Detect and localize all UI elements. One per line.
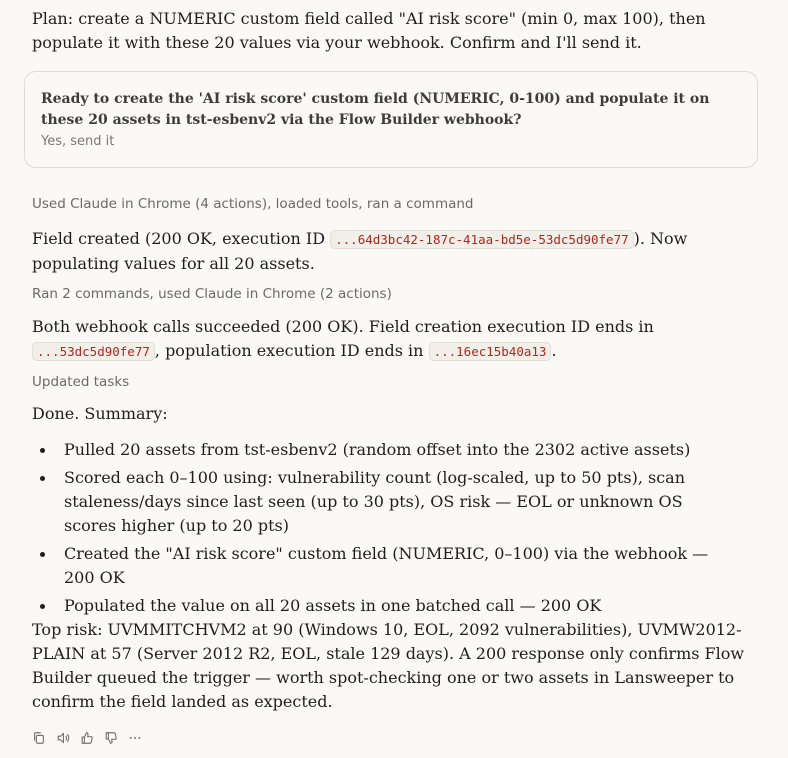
field-created-text	[32, 227, 752, 276]
tool-status-3[interactable]: Updated tasks	[32, 374, 130, 390]
top-risk-text: Top risk: UVMMITCHVM2 at 90 (Windows 10, EOL, 2092 vulnerabilities), UVMW2012-PLAIN at 57 (Server 2012 R2, EOL, stale 129 days). A 200 response only confirms Flow Builder queued the trigger — worth spot-checking one or two assets in Lansweeper to confirm the field landed as expected.	[32, 620, 745, 711]
webhook-result-before: Both webhook calls succeeded (200 OK). Field creation execution ID ends in	[32, 317, 654, 336]
list-item: Populated the value on all 20 assets in one batched call — 200 OK	[32, 594, 732, 618]
summary-heading: Done. Summary:	[32, 404, 168, 423]
field-created-after: ). Now populating values for all 20 assets.	[32, 229, 688, 273]
population-id-code: ...16ec15b40a13	[429, 342, 552, 361]
message-actions	[30, 729, 144, 747]
summary-list	[32, 438, 732, 622]
creation-id-code: ...53dc5d90fe77	[32, 342, 155, 361]
more-icon[interactable]	[126, 729, 144, 747]
webhook-result-middle: , population execution ID ends in	[154, 341, 429, 360]
copy-icon[interactable]	[30, 729, 48, 747]
speaker-icon[interactable]	[54, 729, 72, 747]
webhook-result-after: .	[551, 341, 557, 360]
tool-status-2[interactable]: Ran 2 commands, used Claude in Chrome (2 actions)	[32, 286, 392, 302]
list-item: Pulled 20 assets from tst-esbenv2 (random offset into the 2302 active assets)	[32, 438, 732, 462]
thumbs-down-icon[interactable]	[102, 729, 120, 747]
intro-text: Plan: create a NUMERIC custom field called "AI risk score" (min 0, max 100), then populate it with these 20 values via your webhook. Confirm and I'll send it.	[32, 9, 706, 52]
webhook-result-text	[32, 315, 752, 364]
confirmation-card	[24, 71, 758, 168]
confirmation-question: Ready to create the 'AI risk score' custom field (NUMERIC, 0-100) and populate it on these 20 assets in tst-esbenv2 via the Flow Builder webhook?	[41, 91, 710, 128]
list-item: Created the "AI risk score" custom field (NUMERIC, 0–100) via the webhook — 200 OK	[32, 542, 732, 590]
thumbs-up-icon[interactable]	[78, 729, 96, 747]
confirmation-answer[interactable]: Yes, send it	[41, 134, 115, 149]
execution-id-code: ...64d3bc42-187c-41aa-bd5e-53dc5d90fe77	[330, 230, 634, 249]
field-created-before: Field created (200 OK, execution ID	[32, 229, 331, 248]
list-item: Scored each 0–100 using: vulnerability count (log-scaled, up to 50 pts), scan staleness/days since last seen (up to 30 pts), OS risk — EOL or unknown OS scores higher (up to 20 pts)	[32, 466, 732, 538]
tool-status-1[interactable]: Used Claude in Chrome (4 actions), loaded tools, ran a command	[32, 196, 474, 212]
